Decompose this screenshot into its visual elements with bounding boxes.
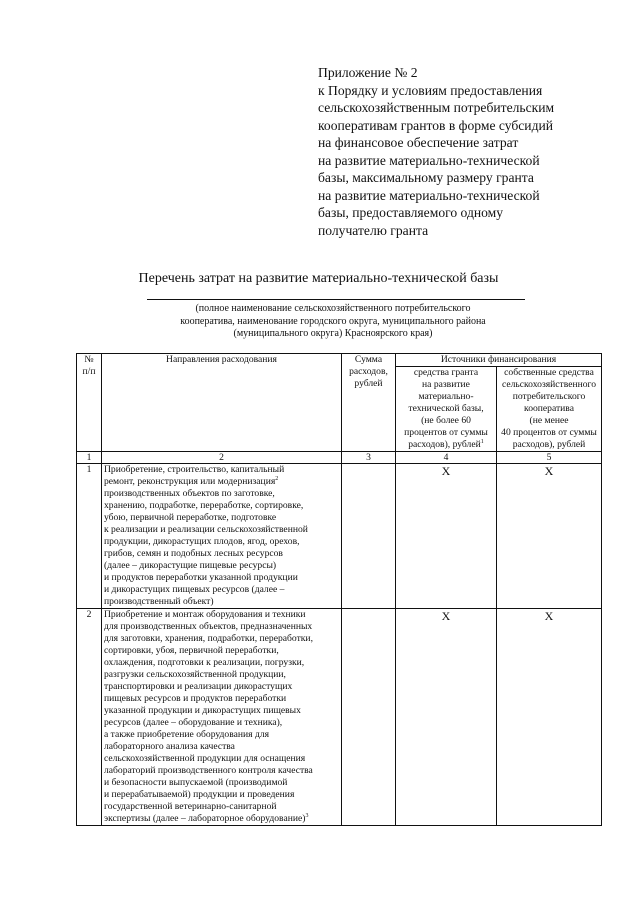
document-title: Перечень затрат на развитие материально-технической базы — [138, 271, 499, 286]
direction-line: сортировки, убоя, первичной переработки, — [104, 645, 279, 656]
header-own-line: потребительского — [512, 391, 586, 402]
header-sum-line: расходов, — [349, 366, 388, 377]
header-grant-line: (не более 60 — [421, 415, 471, 426]
row-sum — [342, 609, 396, 826]
row-sum — [342, 464, 396, 609]
header-sum-line: Сумма — [354, 354, 383, 365]
appendix-line: получателю гранта — [318, 222, 429, 238]
caption-line: (муниципального округа) Красноярского края) — [233, 328, 433, 339]
row-direction — [102, 464, 342, 609]
header-own-line: (не менее — [529, 415, 569, 426]
direction-line: грибов, семян и подобных лесных ресурсов — [104, 548, 283, 559]
appendix-line: сельскохозяйственным потребительским — [318, 100, 555, 115]
fill-in-line — [147, 299, 525, 300]
direction-line: и безопасности выпускаемой (производимой — [104, 777, 288, 788]
row-own-mark: X — [497, 609, 602, 826]
direction-line: производственный объект) — [104, 596, 214, 607]
appendix-line: на развитие материально-технической — [318, 152, 540, 168]
direction-line — [104, 476, 339, 488]
header-grant-line: материально- — [418, 391, 474, 402]
header-grant-line: процентов от суммы — [404, 427, 488, 438]
footnote-mark: 3 — [305, 812, 309, 819]
fill-in-caption — [118, 303, 548, 341]
header-own-line: 40 процентов от суммы — [501, 427, 597, 438]
header-sum — [342, 354, 396, 452]
header-sum-line: рублей — [354, 378, 383, 389]
direction-line: убою, первичной переработке, подготовке — [104, 512, 277, 523]
caption-line: кооператива, наименование городского округа, муниципального района — [180, 315, 486, 327]
direction-line: для производственных объектов, предназначенных — [104, 621, 313, 632]
header-grant-line: на развитие — [422, 379, 470, 390]
column-number: 1 — [77, 452, 102, 464]
appendix-line: кооперативам грантов в форме субсидий — [318, 117, 554, 133]
row-num: 1 — [77, 464, 102, 609]
direction-line: и продуктов переработки указанной продукции — [104, 572, 298, 583]
appendix-line: Приложение № 2 — [318, 65, 418, 80]
direction-line: Приобретение, строительство, капитальный — [104, 464, 285, 475]
table-header-row — [77, 354, 602, 367]
direction-line: хранению, подработке, переработке, сортировке, — [104, 500, 304, 511]
direction-text: экспертизы (далее – лабораторное оборудование) — [104, 813, 306, 824]
direction-line: для заготовки, хранения, подработки, переработки, — [104, 633, 313, 644]
row-grant-mark: X — [396, 464, 497, 609]
header-grant — [396, 367, 497, 452]
direction-line: охлаждения, подготовки к реализации, погрузки, — [104, 657, 305, 668]
direction-line: лабораторий производственного контроля качества — [104, 765, 313, 776]
direction-line: а также приобретение оборудования для — [104, 729, 270, 740]
direction-line: продукции, дикорастущих плодов, ягод, орехов, — [104, 536, 300, 547]
direction-line: разгрузки сельскохозяйственной продукции, — [104, 669, 286, 680]
footnote-mark: 2 — [275, 475, 279, 482]
direction-line: и перерабатываемой) продукции и проведения — [104, 789, 295, 800]
appendix-line: базы, предоставляемого одному — [318, 205, 504, 220]
appendix-line: на финансовое обеспечение затрат — [318, 135, 519, 150]
direction-line: транспортировки и реализации дикорастущих — [104, 681, 293, 692]
header-own — [497, 367, 602, 452]
table-row — [77, 464, 602, 609]
direction-line: и дикорастущих пищевых ресурсов (далее – — [104, 584, 285, 595]
direction-line: ресурсов (далее – оборудование и техника), — [104, 717, 283, 728]
table-row — [77, 609, 602, 826]
caption-line: (полное наименование сельскохозяйственного потребительского — [195, 303, 471, 314]
header-grant-line — [398, 439, 494, 451]
footnote-mark: 1 — [480, 438, 484, 445]
direction-text: ремонт, реконструкция или модернизация — [104, 476, 276, 487]
costs-table — [76, 353, 602, 826]
direction-line: государственной ветеринарно-санитарной — [104, 801, 277, 812]
direction-line: пищевых ресурсов и продуктов переработки — [104, 693, 287, 704]
header-num — [77, 354, 102, 452]
header-grant-line: технической базы, — [408, 403, 484, 414]
appendix-header — [318, 64, 618, 239]
header-own-line: сельскохозяйственного — [501, 379, 597, 390]
direction-line — [104, 813, 339, 825]
header-own-line: кооператива — [524, 403, 574, 414]
appendix-line: базы, максимальному размеру гранта — [318, 170, 534, 185]
header-own-line: расходов), рублей — [512, 439, 586, 450]
column-number: 4 — [396, 452, 497, 464]
row-direction — [102, 609, 342, 826]
appendix-line: к Порядку и условиям предоставления — [318, 82, 543, 98]
direction-line: к реализации и реализации сельскохозяйственной — [104, 524, 308, 535]
column-number: 2 — [102, 452, 342, 464]
header-own-line: собственные средства — [504, 367, 594, 378]
header-sources: Источники финансирования — [396, 354, 602, 367]
header-num-line: № — [84, 354, 94, 365]
direction-line: (далее – дикорастущие пищевые ресурсы) — [104, 560, 277, 571]
appendix-line: на развитие материально-технической — [318, 187, 540, 203]
header-direction: Направления расходования — [102, 354, 342, 452]
column-number: 3 — [342, 452, 396, 464]
row-num: 2 — [77, 609, 102, 826]
header-grant-line: средства гранта — [413, 367, 479, 378]
direction-line: указанной продукции и дикорастущих пищевых — [104, 705, 301, 716]
direction-line: Приобретение и монтаж оборудования и техники — [104, 609, 306, 620]
header-num-line: п/п — [82, 366, 96, 377]
direction-line: сельскохозяйственной продукции для оснащения — [104, 753, 306, 764]
row-own-mark: X — [497, 464, 602, 609]
row-grant-mark: X — [396, 609, 497, 826]
direction-line: лабораторного анализа качества — [104, 741, 235, 752]
header-grant-text: расходов), рублей — [408, 439, 481, 450]
direction-line: производственных объектов по заготовке, — [104, 488, 275, 499]
column-number: 5 — [497, 452, 602, 464]
column-number-row — [77, 452, 602, 464]
